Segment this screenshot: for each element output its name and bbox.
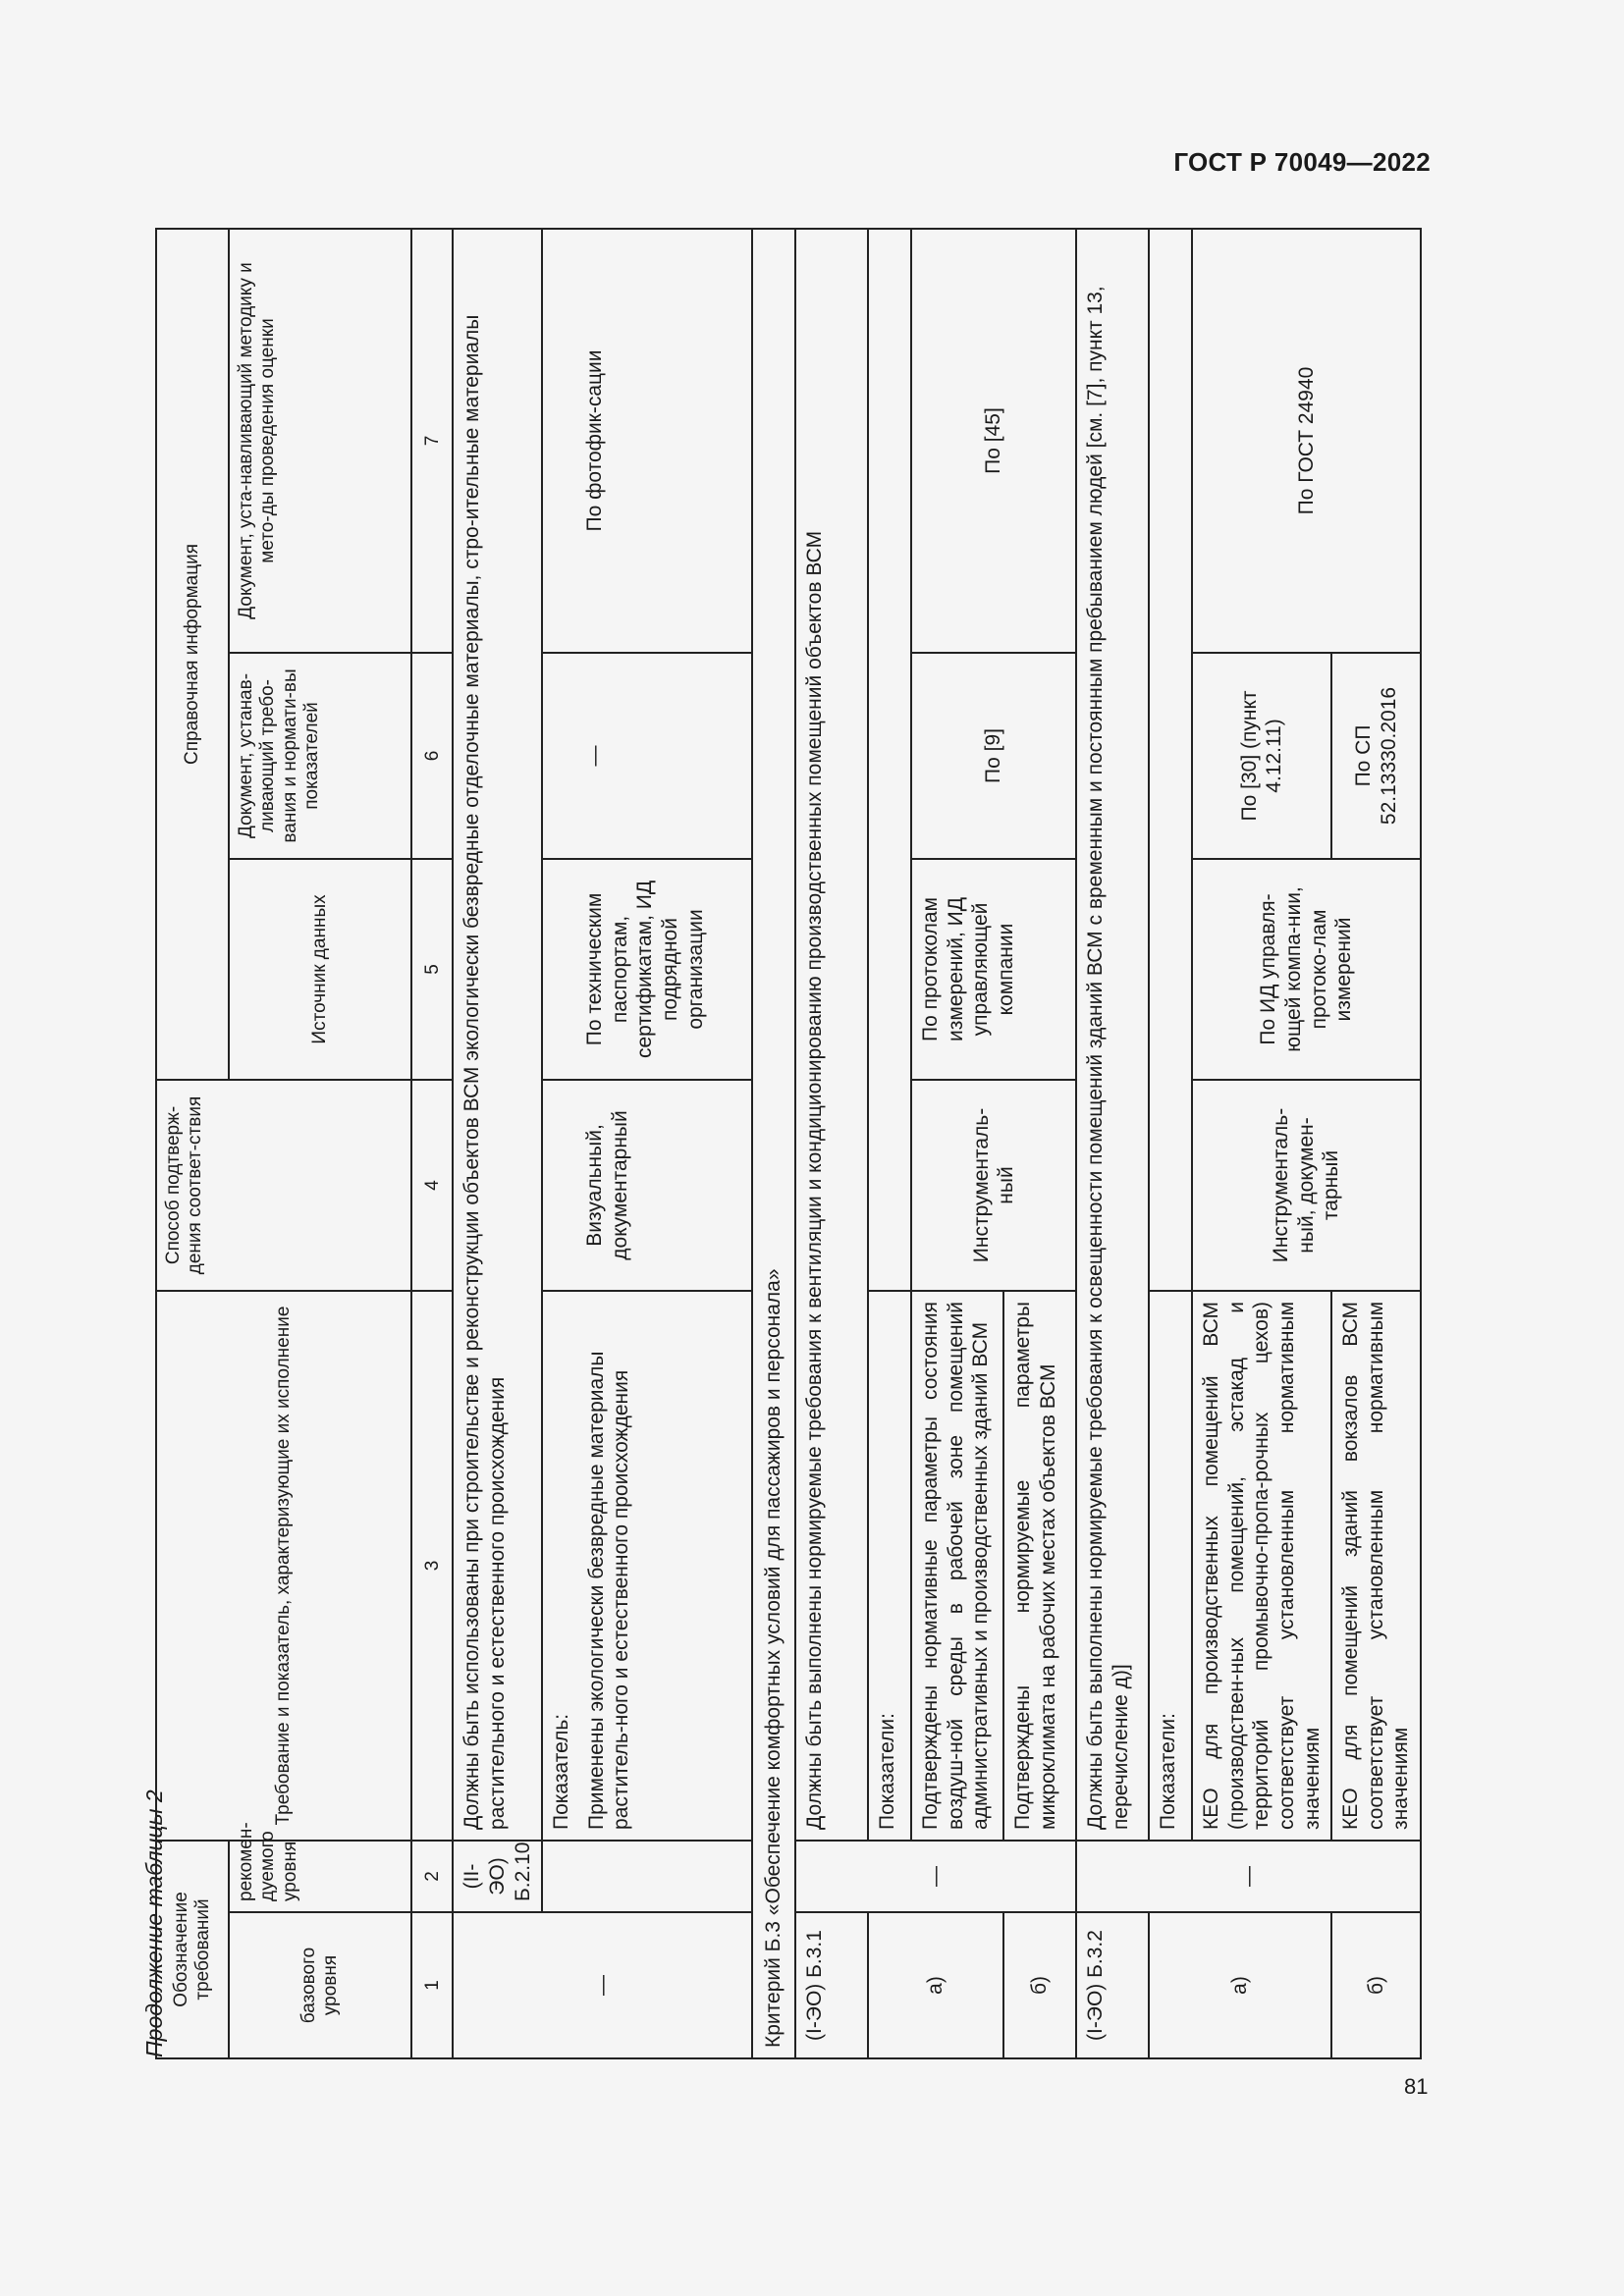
b3-2-source: По ИД управля-ющей компа-нии, протоко-лам измерений xyxy=(1192,859,1421,1080)
b3-1-recommended: — xyxy=(795,1841,1076,1912)
reference-info-header: Справочная информация xyxy=(156,229,229,1080)
table-caption: Продолжение таблицы 2 xyxy=(141,1789,167,2057)
b2-10-indicator-row xyxy=(542,229,752,2058)
col-number: 1 xyxy=(411,1912,453,2058)
b2-10-row xyxy=(453,229,542,2058)
col-number: 7 xyxy=(411,229,453,653)
b3-1-row xyxy=(795,229,868,2058)
base-level-header: базового уровня xyxy=(229,1912,411,2058)
b3-2-b-text: КЕО для помещений зданий вокзалов ВСМ соответствует установленным нормативным значениям xyxy=(1331,1291,1421,1841)
indicator-text: Применены экологически безвредные материалы раститель-ного и естественного происхождения xyxy=(584,1351,633,1830)
b3-1-a-label: а) xyxy=(868,1912,1003,2058)
rotated-table-container xyxy=(155,230,1422,2059)
column-numbers-row xyxy=(411,229,453,2058)
b3-1-indicators-row xyxy=(868,229,911,2058)
col-number: 5 xyxy=(411,859,453,1080)
b3-2-indicators-label: Показатели: xyxy=(1149,1291,1192,1841)
b3-2-ref-empty xyxy=(1149,229,1192,1291)
b3-1-requirement: Должны быть выполнены нормируемые требования к вентиляции и кондиционированию производственных помещений объектов ВСМ xyxy=(795,229,868,1841)
b2-10-doc-method: По фотофик-сации xyxy=(542,229,752,653)
b3-2-requirement: Должны быть выполнены нормируемые требования к освещенности помещений зданий ВСМ с временным и постоянным пребыванием людей [см. [7], пункт 13, перечисление д)] xyxy=(1076,229,1149,1841)
b2-10-requirement: Должны быть использованы при строительстве и реконструкции объектов ВСМ экологически безвредные отделочные материалы, стро-ительные материалы растительного и естественного происхождения xyxy=(453,229,542,1841)
b3-1-source: По протоколам измерений, ИД управляющей компании xyxy=(911,859,1076,1080)
b3-2-doc-req-b: По СП 52.13330.2016 xyxy=(1331,653,1421,859)
col-number: 6 xyxy=(411,653,453,859)
col-number: 4 xyxy=(411,1080,453,1291)
b3-1-code: (I-ЭО) Б.3.1 xyxy=(795,1912,868,2058)
b3-2-recommended: — xyxy=(1076,1841,1421,1912)
designation-header: Обозначение требований xyxy=(156,1841,229,2058)
requirements-table xyxy=(155,228,1422,2059)
b2-10-doc-req: — xyxy=(542,653,752,859)
document-code: ГОСТ Р 70049—2022 xyxy=(1173,147,1431,177)
b3-2-doc-method: По ГОСТ 24940 xyxy=(1192,229,1421,653)
criterion-b3: Критерий Б.3 «Обеспечение комфортных условий для пассажиров и персонала» xyxy=(752,229,795,2058)
b3-1-doc-method: По [45] xyxy=(911,229,1076,653)
method-header: Способ подтверж-дения соответ-ствия xyxy=(156,1080,411,1291)
b3-2-b-label: б) xyxy=(1331,1912,1421,2058)
criterion-b3-row xyxy=(752,229,795,2058)
b3-2-row xyxy=(1076,229,1149,2058)
b3-2-a-label: а) xyxy=(1149,1912,1331,2058)
b3-2-indicators-row xyxy=(1149,229,1192,2058)
b2-10-code: (II-ЭО) Б.2.10 xyxy=(453,1841,542,1912)
b2-10-indicator xyxy=(542,1291,752,1841)
b3-1-b-text: Подтверждены нормируемые параметры микроклимата на рабочих местах объектов ВСМ xyxy=(1003,1291,1076,1841)
b3-1-b-label: б) xyxy=(1003,1912,1076,2058)
b2-10-base: — xyxy=(453,1912,752,2058)
indicator-label: Показатель: xyxy=(550,1713,573,1830)
b3-1-doc-req: По [9] xyxy=(911,653,1076,859)
doc-method-header: Документ, уста-навливающий методику и мето-ды проведения оценки xyxy=(229,229,411,653)
b3-2-doc-req-a: По [30] (пункт 4.12.11) xyxy=(1192,653,1331,859)
col-number: 3 xyxy=(411,1291,453,1841)
page-number: 81 xyxy=(1404,2074,1429,2099)
b3-1-a-text: Подтверждены нормативные параметры состояния воздуш-ной среды в рабочей зоне помещений административных и производственных зданий ВСМ xyxy=(911,1291,1003,1841)
b3-1-a-row xyxy=(911,229,1003,2058)
b3-2-a-row xyxy=(1192,229,1331,2058)
doc-requirements-header: Документ, устанав-ливающий требо-вания и нормати-вы показателей xyxy=(229,653,411,859)
b2-10-recommended-empty xyxy=(542,1841,752,1912)
header-row-1 xyxy=(156,229,229,2058)
b3-2-method: Инструменталь-ный, докумен-тарный xyxy=(1192,1080,1421,1291)
b3-1-method: Инструменталь-ный xyxy=(911,1080,1076,1291)
b3-2-code: (I-ЭО) Б.3.2 xyxy=(1076,1912,1149,2058)
data-source-header: Источник данных xyxy=(229,859,411,1080)
b3-2-a-text: КЕО для производственных помещений ВСМ (производствен-ных помещений, эстакад и территорий промывочно-пропа-рочных цехов) соответствует установленным нормативным значениям xyxy=(1192,1291,1331,1841)
recommended-level-header: рекомен-дуемого уровня xyxy=(229,1841,411,1912)
col-number: 2 xyxy=(411,1841,453,1912)
requirement-header: Требование и показатель, характеризующие их исполнение xyxy=(156,1291,411,1841)
b3-1-indicators-label: Показатели: xyxy=(868,1291,911,1841)
b3-1-ref-empty xyxy=(868,229,911,1291)
b2-10-method: Визуальный, документарный xyxy=(542,1080,752,1291)
b2-10-source: По техническим паспортам, сертификатам, ИД подрядной организации xyxy=(542,859,752,1080)
